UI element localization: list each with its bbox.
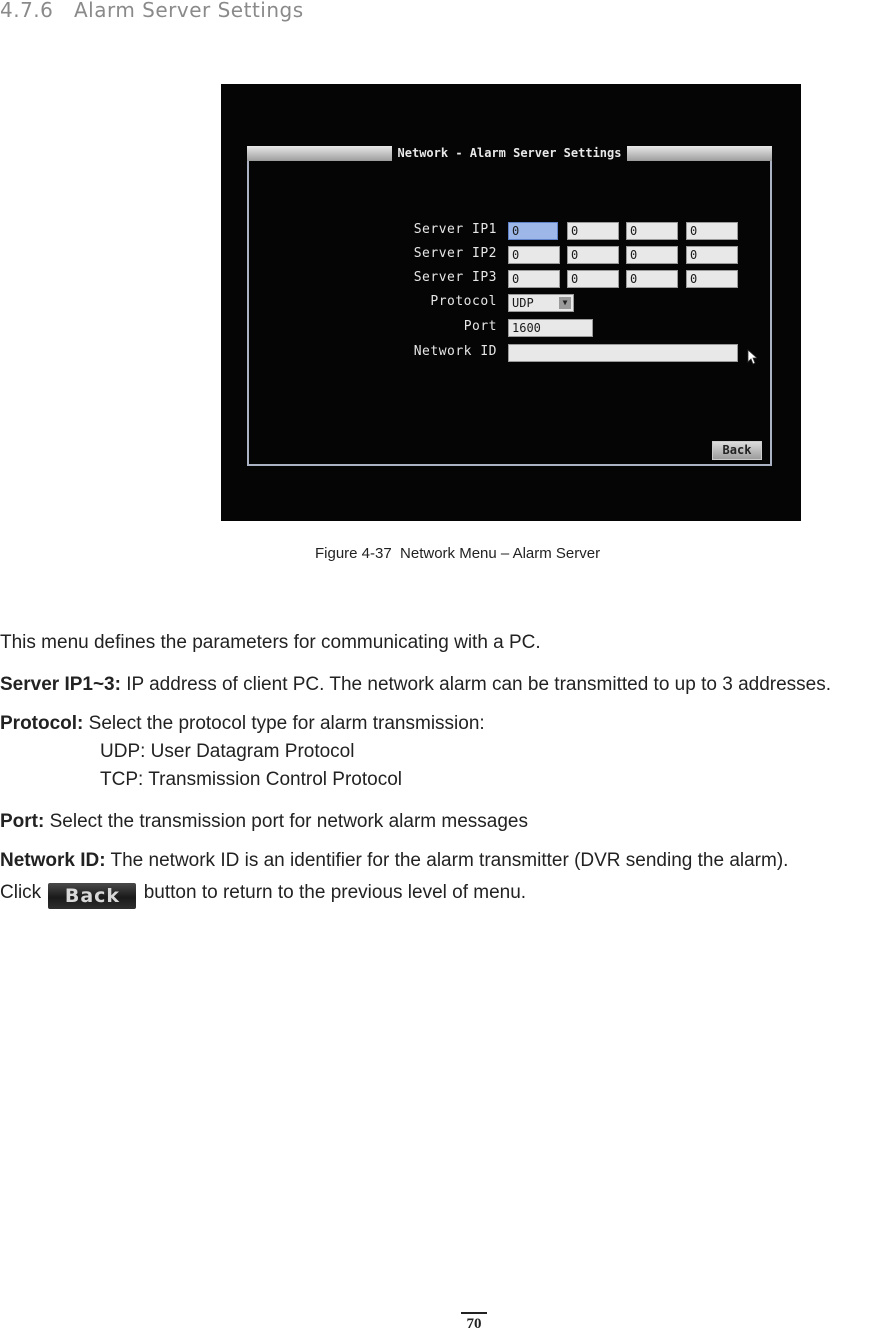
port-paragraph (0, 811, 528, 833)
server-ip2-label: Server IP2 (413, 246, 497, 261)
dvr-screenshot (221, 84, 801, 521)
page-number: 70 (461, 1312, 487, 1333)
server-ip1-octet-1[interactable]: 0 (508, 222, 558, 240)
server-ip1-octet-4[interactable]: 0 (686, 222, 738, 240)
protocol-description: Select the protocol type for alarm transmission: (83, 713, 485, 734)
protocol-paragraph (0, 713, 485, 735)
network-id-field[interactable] (508, 344, 738, 362)
mouse-pointer-icon (747, 349, 757, 365)
server-ip-description: IP address of client PC. The network alarm can be transmitted to up to 3 addresses. (120, 674, 832, 695)
dvr-title-bar (247, 146, 772, 161)
click-prefix: Click (0, 882, 42, 903)
port-label: Port (463, 319, 497, 334)
server-ip1-octet-3[interactable]: 0 (626, 222, 678, 240)
port-field[interactable]: 1600 (508, 319, 593, 337)
dvr-menu-title: Network - Alarm Server Settings (392, 146, 628, 161)
network-id-paragraph (0, 850, 788, 872)
protocol-value: UDP (512, 296, 534, 310)
intro-paragraph: This menu defines the parameters for communicating with a PC. (0, 632, 541, 653)
protocol-term: Protocol: (0, 713, 84, 734)
protocol-option-tcp: TCP: Transmission Control Protocol (100, 769, 402, 790)
click-suffix: button to return to the previous level of menu. (138, 882, 527, 903)
server-ip2-octet-2[interactable]: 0 (567, 246, 619, 264)
server-ip3-octet-4[interactable]: 0 (686, 270, 738, 288)
server-ip1-octet-2[interactable]: 0 (567, 222, 619, 240)
dvr-back-button[interactable]: Back (712, 441, 762, 460)
server-ip1-label: Server IP1 (413, 222, 497, 237)
server-ip3-label: Server IP3 (413, 270, 497, 285)
network-id-description: The network ID is an identifier for the alarm transmitter (DVR sending the alarm). (105, 850, 789, 871)
server-ip-term: Server IP1~3: (0, 674, 121, 695)
server-ip2-octet-4[interactable]: 0 (686, 246, 738, 264)
port-term: Port: (0, 811, 45, 832)
figure-caption: Figure 4-37 Network Menu – Alarm Server (315, 545, 601, 562)
section-heading: 4.7.6 Alarm Server Settings (0, 0, 304, 22)
network-id-term: Network ID: (0, 850, 106, 871)
protocol-select[interactable] (508, 294, 574, 312)
server-ip2-octet-1[interactable]: 0 (508, 246, 560, 264)
network-id-label: Network ID (413, 344, 497, 359)
back-button-image: Back (48, 883, 136, 909)
server-ip3-octet-1[interactable]: 0 (508, 270, 560, 288)
protocol-option-udp: UDP: User Datagram Protocol (100, 741, 355, 762)
protocol-label: Protocol (430, 294, 497, 309)
click-back-paragraph (0, 882, 526, 909)
server-ip-paragraph (0, 674, 831, 696)
server-ip3-octet-3[interactable]: 0 (626, 270, 678, 288)
server-ip2-octet-3[interactable]: 0 (626, 246, 678, 264)
chevron-down-icon: ▼ (559, 297, 571, 309)
port-description: Select the transmission port for network alarm messages (44, 811, 528, 832)
server-ip3-octet-2[interactable]: 0 (567, 270, 619, 288)
